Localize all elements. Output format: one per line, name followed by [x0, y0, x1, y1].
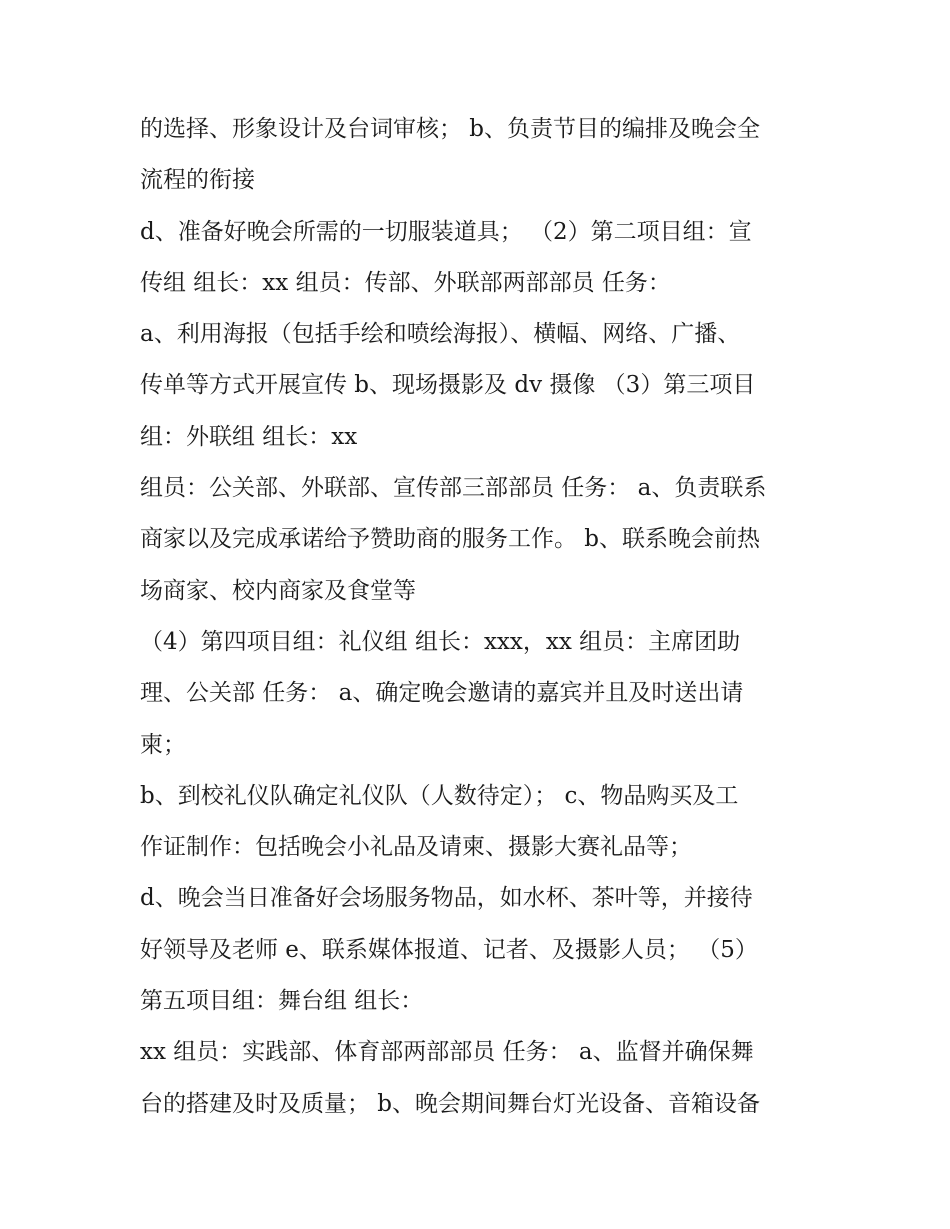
text-line-10: 场商家、校内商家及食堂等 [140, 577, 416, 604]
text-line-15: 作证制作：包括晚会小礼品及请柬、摄影大赛礼品等； [140, 834, 692, 861]
text-line-20: 台的搭建及时及质量； b、晚会期间舞台灯光设备、音箱设备 [140, 1090, 761, 1117]
text-line-6: 传单等方式开展宣传 b、现场摄影及 dv 摄像 （3）第三项目 [140, 372, 756, 399]
text-line-3: d、准备好晚会所需的一切服装道具； （2）第二项目组：宣 [140, 218, 752, 245]
text-line-16: d、晚会当日准备好会场服务物品，如水杯、茶叶等，并接待 [140, 885, 753, 912]
text-line-12: 理、公关部 任务： a、确定晚会邀请的嘉宾并且及时送出请 [140, 680, 744, 707]
text-line-4: 传组 组长：xx 组员：传部、外联部两部部员 任务： [140, 269, 671, 296]
document-body [140, 104, 820, 1130]
text-line-18: 第五项目组：舞台组 组长： [140, 988, 424, 1015]
text-line-11: （4）第四项目组：礼仪组 组长：xxx，xx 组员：主席团助 [140, 628, 741, 655]
text-line-7: 组：外联组 组长：xx [140, 423, 358, 450]
text-line-1: 的选择、形象设计及台词审核； b、负责节目的编排及晚会全 [140, 116, 761, 142]
text-line-14: b、到校礼仪队确定礼仪队（人数待定）； c、物品购买及工 [140, 782, 739, 809]
text-line-17: 好领导及老师 e、联系媒体报道、记者、及摄影人员； （5） [140, 936, 758, 963]
text-line-8: 组员：公关部、外联部、宣传部三部部员 任务： a、负责联系 [140, 475, 767, 502]
text-line-2: 流程的衔接 [140, 167, 255, 194]
text-line-5: a、利用海报（包括手绘和喷绘海报）、横幅、网络、广播、 [140, 321, 741, 348]
text-line-19: xx 组员：实践部、体育部两部部员 任务： a、监督并确保舞 [140, 1039, 754, 1066]
text-line-9: 商家以及完成承诺给予赞助商的服务工作。 b、联系晚会前热 [140, 526, 761, 553]
text-line-13: 柬； [140, 731, 186, 758]
